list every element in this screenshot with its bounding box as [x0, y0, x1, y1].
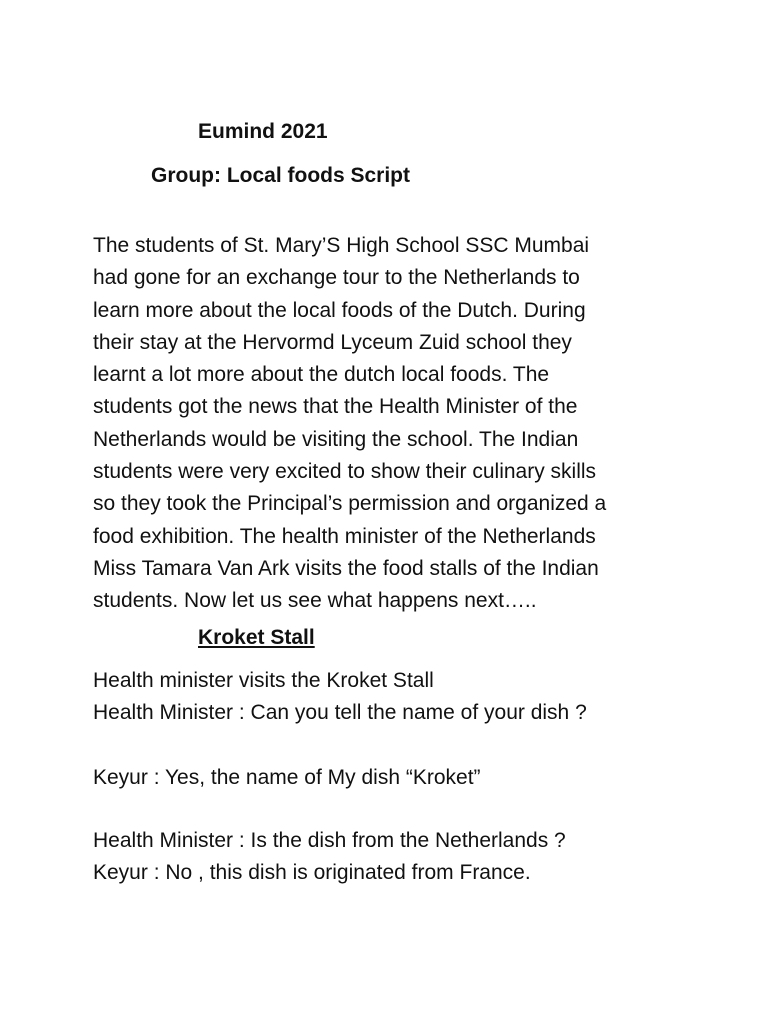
- document-subtitle: Group: Local foods Script: [151, 164, 411, 187]
- dialogue-line: Keyur : No , this dish is originated from France.: [93, 861, 531, 884]
- intro-paragraph: [93, 230, 693, 618]
- dialogue-line: Health Minister : Can you tell the name of your dish ?: [93, 701, 587, 724]
- intro-line: food exhibition. The health minister of the Netherlands: [93, 524, 596, 548]
- intro-line: Miss Tamara Van Ark visits the food stalls of the Indian: [93, 556, 599, 580]
- dialogue-line: Health Minister : Is the dish from the Netherlands ?: [93, 829, 566, 852]
- section-heading-kroket-stall: Kroket Stall: [198, 626, 315, 649]
- intro-line: their stay at the Hervormd Lyceum Zuid school they: [93, 330, 572, 354]
- dialogue-line: Health minister visits the Kroket Stall: [93, 669, 434, 692]
- intro-line: so they took the Principal’s permission and organized a: [93, 492, 607, 516]
- intro-line: had gone for an exchange tour to the Netherlands to: [93, 266, 580, 290]
- intro-line: The students of St. Mary’S High School SSC Mumbai: [93, 234, 590, 257]
- intro-line: learnt a lot more about the dutch local foods. The: [93, 363, 550, 387]
- intro-line: students got the news that the Health Minister of the: [93, 395, 578, 419]
- intro-line: Netherlands would be visiting the school. The Indian: [93, 427, 579, 451]
- intro-line: learn more about the local foods of the Dutch. During: [93, 298, 586, 322]
- document-title: Eumind 2021: [198, 120, 328, 143]
- intro-line: students. Now let us see what happens next…..: [93, 589, 537, 613]
- intro-line: students were very excited to show their culinary skills: [93, 460, 597, 484]
- dialogue-line: Keyur : Yes, the name of My dish “Kroket”: [93, 766, 481, 789]
